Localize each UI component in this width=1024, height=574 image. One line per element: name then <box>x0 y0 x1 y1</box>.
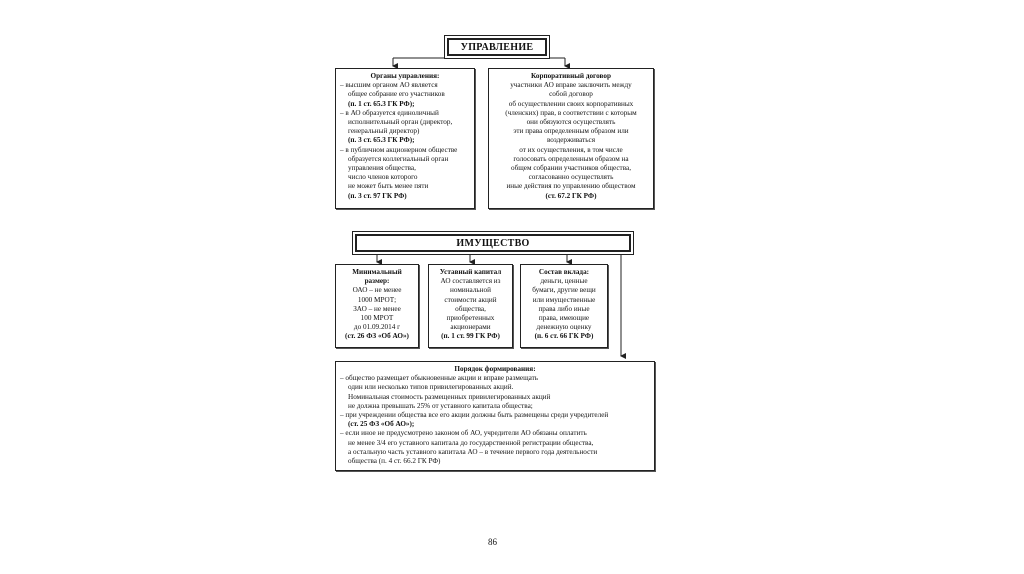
legal-reference: (п. 6 ст. 66 ГК РФ) <box>534 332 594 341</box>
text-line: общем собрании участников общества, <box>511 164 631 173</box>
property-title: ИМУЩЕСТВО <box>456 237 530 249</box>
minimum-size-box <box>335 264 419 348</box>
text-line: – при учреждении общества все его акции должны быть размещены среди учредителей <box>340 411 609 420</box>
text-line: права либо иные <box>538 304 590 313</box>
charter-capital-box <box>428 264 513 348</box>
page-number: 86 <box>488 537 497 547</box>
text-line: воздерживаться <box>546 136 596 145</box>
management-title: УПРАВЛЕНИЕ <box>460 41 534 53</box>
legal-reference: (ст. 67.2 ГК РФ) <box>545 191 597 200</box>
formation-procedure-box <box>335 361 655 471</box>
text-line: 100 МРОТ <box>360 314 394 323</box>
text-line: участники АО вправе заключить между <box>510 81 632 90</box>
contribution-title: Состав вклада: <box>538 268 590 276</box>
text-line: акционерами <box>450 323 491 332</box>
text-line: от их осуществления, в том числе <box>519 145 623 154</box>
text-line: не может быть менее пяти <box>348 182 429 191</box>
text-line: а остальную часть уставного капитала АО – в течение первого года деятельности <box>348 447 598 456</box>
contribution-box <box>520 264 608 348</box>
text-line: – высшим органом АО является <box>340 81 438 90</box>
text-line: Номинальная стоимость размещенных привилегированных акций <box>348 392 551 401</box>
text-line: генеральный директор) <box>348 127 420 136</box>
text-line: приобретенных <box>446 314 495 323</box>
text-line: не менее 3/4 его уставного капитала до государственной регистрации общества, <box>348 438 594 447</box>
text-line: права, имеющие <box>538 314 590 323</box>
text-line: бумаги, другие вещи <box>532 286 596 295</box>
text-line: или имущественные <box>532 295 596 304</box>
property-header <box>355 234 631 252</box>
text-line: они обязуются осуществлять <box>526 118 616 127</box>
text-line: исполнительный орган (директор, <box>348 118 453 127</box>
text-line: иные действия по управлению обществом <box>506 182 636 191</box>
text-line: стоимости акций <box>444 295 497 304</box>
corporate-agreement-title: Корпоративный договор <box>531 72 611 80</box>
corporate-agreement-box <box>488 68 654 209</box>
text-line: – в АО образуется единоличный <box>340 108 439 117</box>
text-line: согласованно осуществлять <box>528 173 614 182</box>
text-line: ЗАО – не менее <box>353 304 401 313</box>
management-header <box>447 38 547 56</box>
minimum-size-title: Минимальный <box>352 268 402 276</box>
governing-bodies-box <box>335 68 475 209</box>
text-line: об осуществлении своих корпоративных <box>508 99 634 108</box>
text-line: эти права определенным образом или <box>513 127 629 136</box>
legal-reference: (п. 3 ст. 97 ГК РФ) <box>348 191 407 200</box>
text-line: собой договор <box>549 90 593 99</box>
legal-reference: (п. 3 ст. 65.3 ГК РФ); <box>348 136 415 145</box>
text-line: номинальной <box>450 286 491 295</box>
text-line: – если иное не предусмотрено законом об АО, учредители АО обязаны оплатить <box>340 429 587 438</box>
text-line: образуется коллегиальный орган <box>348 154 449 163</box>
governing-bodies-title: Органы управления: <box>370 72 440 80</box>
legal-reference: (ст. 25 ФЗ «Об АО»); <box>348 420 415 429</box>
text-line: общее собрание его участников <box>348 90 445 99</box>
text-line: – общество размещает обыкновенные акции и вправе размещать <box>340 374 539 383</box>
text-line: общества, <box>455 304 486 313</box>
text-line: денежную оценку <box>536 323 592 332</box>
text-line: один или несколько типов привилегированных акций. <box>348 383 514 392</box>
minimum-size-title: размер: <box>364 277 390 286</box>
text-line: управления общества, <box>348 164 416 173</box>
text-line: общества (п. 4 ст. 66.2 ГК РФ) <box>348 457 441 466</box>
legal-reference: (п. 1 ст. 65.3 ГК РФ); <box>348 99 415 108</box>
text-line: – в публичном акционерном обществе <box>340 145 458 154</box>
text-line: ОАО – не менее <box>352 286 402 295</box>
formation-procedure-title: Порядок формирования: <box>454 365 536 373</box>
legal-reference: (ст. 26 ФЗ «Об АО») <box>345 332 409 341</box>
charter-capital-title: Уставный капитал <box>439 268 502 276</box>
text-line: деньги, ценные <box>540 277 588 286</box>
text-line: не должна превышать 25% от уставного капитала общества; <box>348 401 533 410</box>
text-line: число членов которого <box>348 173 418 182</box>
text-line: голосовать определенным образом на <box>513 154 629 163</box>
text-line: до 01.09.2014 г <box>353 323 401 332</box>
legal-reference: (п. 1 ст. 99 ГК РФ) <box>441 332 500 341</box>
text-line: (членских) прав, в соответствии с которым <box>505 108 637 117</box>
text-line: 1000 МРОТ; <box>357 295 397 304</box>
text-line: АО составляется из <box>440 277 501 286</box>
